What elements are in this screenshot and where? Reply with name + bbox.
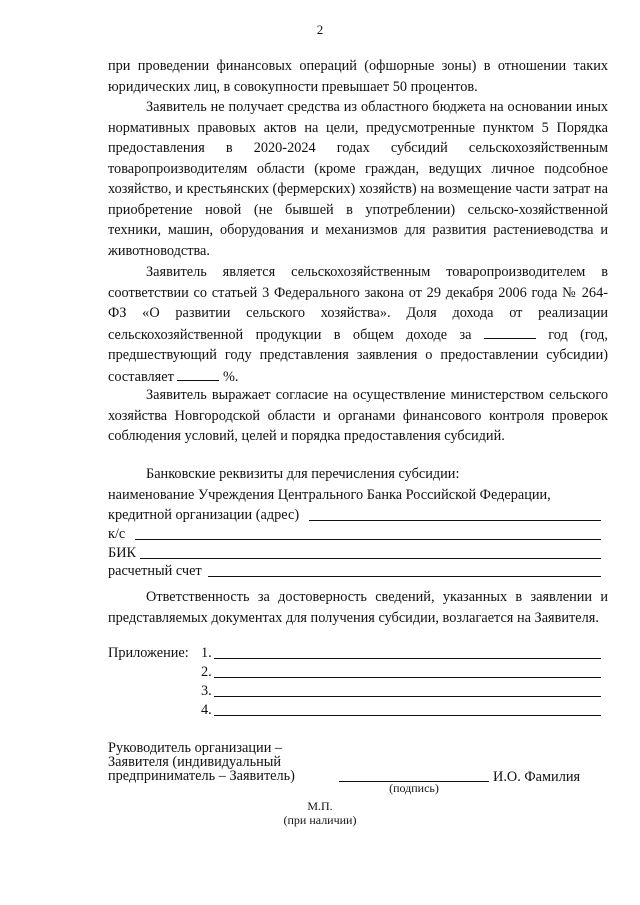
signer-role-line-2: Заявителя (индивидуальный: [108, 754, 282, 770]
bik-label: БИК: [108, 545, 137, 561]
bik-field[interactable]: [140, 558, 601, 559]
ks-label: к/с: [108, 526, 126, 542]
producer-status-text-a: Заявитель является сельскохозяйственным товаропроизводителем в соответствии со статьей 3 Федерального закона от 29 декабря 2006 года № 264-ФЗ «О развитии сельского хозяйства». Доля дохода от реализации сельскохозяйственной продукции в общем доходе за: [108, 264, 608, 343]
attachment-field-4[interactable]: [214, 715, 601, 716]
bank-name-line: наименование Учреждения Центрального Банка Российской Федерации,: [108, 487, 551, 503]
producer-status-text-c: %.: [223, 368, 239, 385]
attachment-number-2: 2.: [201, 664, 212, 680]
signer-role-line-1: Руководитель организации –: [108, 740, 283, 756]
bank-address-label: кредитной организации (адрес): [108, 507, 300, 523]
year-blank[interactable]: [484, 324, 536, 339]
ks-field[interactable]: [135, 539, 601, 540]
stamp-label: М.П.: [307, 799, 333, 813]
signer-role-line-3: предприниматель – Заявитель): [108, 768, 295, 784]
paragraph-responsibility: Ответственность за достоверность сведений, указанных в заявлении и представляемых документах для получения субсидии, возлагается на Заявителя.: [108, 589, 608, 626]
attachment-number-1: 1.: [201, 645, 212, 661]
account-label: расчетный счет: [108, 563, 202, 579]
attachment-field-3[interactable]: [214, 696, 601, 697]
attachment-field-2[interactable]: [214, 677, 601, 678]
bank-address-field[interactable]: [309, 520, 601, 521]
page-number: 2: [316, 22, 324, 37]
signature-caption: (подпись): [389, 781, 439, 795]
account-field[interactable]: [208, 576, 601, 577]
bank-details-heading: Банковские реквизиты для перечисления субсидии:: [146, 466, 460, 482]
income-share-blank[interactable]: [177, 366, 219, 381]
stamp-note: (при наличии): [283, 813, 357, 827]
paragraph-offshore: при проведении финансовых операций (офшорные зоны) в отношении таких юридических лиц, в совокупности превышает 50 процентов.: [108, 58, 608, 95]
paragraph-budget-funds: Заявитель не получает средства из областного бюджета на основании иных нормативных правовых актов на цели, предусмотренные пунктом 5 Порядка предоставления в 2020-2024 годах субсидий сельскохозяйственным товаропроизводителям области (кроме граждан, ведущих личное подсобное хозяйство, и крестьянских (фермерских) хозяйств) на возмещение части затрат на приобретение новой (не бывшей в употреблении) сельско-хозяйственной техники, машин, оборудования и механизмов для развития растениеводства и животноводства.: [108, 99, 608, 259]
attachment-number-4: 4.: [201, 702, 212, 718]
attachment-number-3: 3.: [201, 683, 212, 699]
attachment-field-1[interactable]: [214, 658, 601, 659]
producer-status-text-b: год (год, предшествующий году представления заявления о предоставлении субсидии) составляет: [108, 326, 609, 385]
attachments-label: Приложение:: [108, 645, 189, 661]
signer-name: И.О. Фамилия: [493, 769, 581, 785]
paragraph-consent: Заявитель выражает согласие на осуществление министерством сельского хозяйства Новгородской области и органами финансового контроля проверок соблюдения условий, целей и порядка предоставления субсидий.: [108, 387, 608, 444]
paragraph-producer-status: [108, 262, 608, 387]
